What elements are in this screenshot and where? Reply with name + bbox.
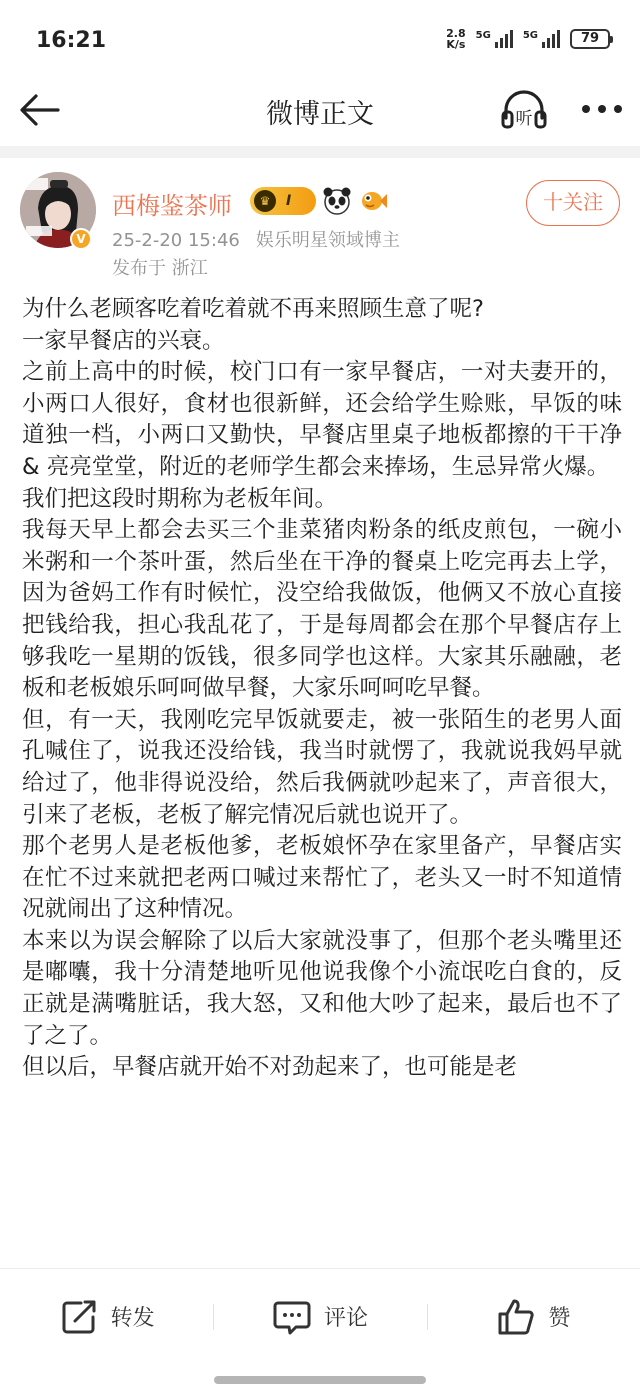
signal-2-label: 5G xyxy=(522,30,538,41)
verified-badge-icon: V xyxy=(70,228,92,250)
post-paragraph: 但，有一天，我刚吃完早饭就要走，被一张陌生的老男人面孔喊住了，说我还没给钱，我当时就愣了，我就说我妈早就给过了，他非得说没给，然后我俩就吵起来了，声音很大，引来了老板，老板了解完情况后就也说开了。 xyxy=(22,706,622,828)
post-date: 25-2-20 15:46 xyxy=(112,230,240,251)
network-speed-value: 2.8 xyxy=(446,27,466,40)
post-location: 发布于 浙江 xyxy=(112,258,208,279)
comment-button[interactable] xyxy=(213,1294,426,1340)
more-button[interactable] xyxy=(580,94,624,124)
post-paragraph: 我每天早上都会去买三个韭菜猪肉粉条的纸皮煎包，一碗小米粥和一个茶叶蛋，然后坐在干净的餐桌上吃完再去上学，因为爸妈工作有时候忙，没空给我做饭，他俩又不放心直接把钱给我，担心我乱花了，于是每周都会在那个早餐店存上够我吃一星期的饭钱，很多同学也这样。大家其乐融融，老板和老板娘乐呵呵做早餐，大家乐呵呵吃早餐。 xyxy=(22,517,622,702)
status-bar xyxy=(0,0,640,80)
listen-label: 听 xyxy=(515,109,533,129)
action-bar xyxy=(0,1268,640,1364)
crown-icon: ♛ xyxy=(254,190,276,212)
comment-icon xyxy=(272,1297,312,1337)
repost-label: 转发 xyxy=(110,1306,155,1331)
post-paragraph: 一家早餐店的兴衰。 xyxy=(22,327,225,354)
network-speed xyxy=(446,28,466,50)
post-paragraph: 我们把这段时期称为老板年间。 xyxy=(22,485,338,512)
post-paragraph: 本来以为误会解除了以后大家就没事了，但那个老头嘴里还是嘟囔，我十分清楚地听见他说我像个小流氓吃白食的，反正就是满嘴脏话，我大怒，又和他大吵了起来，最后也不了了之了。 xyxy=(22,927,622,1049)
signal-1-label: 5G xyxy=(475,30,491,41)
fish-icon xyxy=(358,186,388,216)
post-paragraph: 那个老男人是老板他爹，老板娘怀孕在家里备产，早餐店实在忙不过来就把老两口喊过来帮忙了，老头又一时不知道情况就闹出了这种情况。 xyxy=(22,833,622,923)
signal-1-icon xyxy=(476,30,513,48)
nav-bar xyxy=(0,80,640,142)
repost-icon xyxy=(59,1297,99,1337)
headphones-icon xyxy=(500,88,548,132)
post-paragraph: 之前上高中的时候，校门口有一家早餐店，一对夫妻开的，小两口人很好，食材也很新鲜，还会给学生赊账，早饭的味道独一档，小两口又勤快，早餐店里桌子地板都擦的干干净 & 亮亮堂堂，附近的老师学生都会来捧场，生忌异常火爆。 xyxy=(22,359,622,480)
thumbs-up-icon xyxy=(496,1297,536,1337)
author-name[interactable]: 西梅鉴茶师 xyxy=(112,192,232,220)
status-icons xyxy=(446,28,610,50)
more-dots-icon xyxy=(580,94,624,124)
post-paragraph: 但以后，早餐店就开始不对劲起来了，也可能是老 xyxy=(22,1054,518,1081)
like-button[interactable] xyxy=(427,1294,640,1340)
level-badge[interactable] xyxy=(250,187,316,215)
panda-icon xyxy=(322,186,352,216)
author-tag: 娱乐明星领域博主 xyxy=(255,230,400,251)
listen-button[interactable] xyxy=(500,88,548,132)
post-content xyxy=(22,294,622,1264)
page-title: 微博正文 xyxy=(266,99,374,130)
level-badge-label: I xyxy=(286,193,292,209)
home-indicator[interactable] xyxy=(214,1376,426,1384)
follow-button[interactable]: 十关注 xyxy=(526,180,620,226)
author-medals xyxy=(250,186,388,216)
status-time: 16:21 xyxy=(36,28,107,53)
post-meta xyxy=(112,226,400,252)
battery-icon: 79 xyxy=(570,29,610,49)
post-paragraph: 为什么老顾客吃着吃着就不再来照顾生意了呢? xyxy=(22,296,484,322)
section-divider xyxy=(0,146,640,158)
like-label: 赞 xyxy=(548,1306,571,1331)
comment-label: 评论 xyxy=(323,1306,368,1331)
network-speed-unit: K/s xyxy=(446,38,466,51)
signal-2-icon xyxy=(523,30,560,48)
repost-button[interactable] xyxy=(0,1294,213,1340)
